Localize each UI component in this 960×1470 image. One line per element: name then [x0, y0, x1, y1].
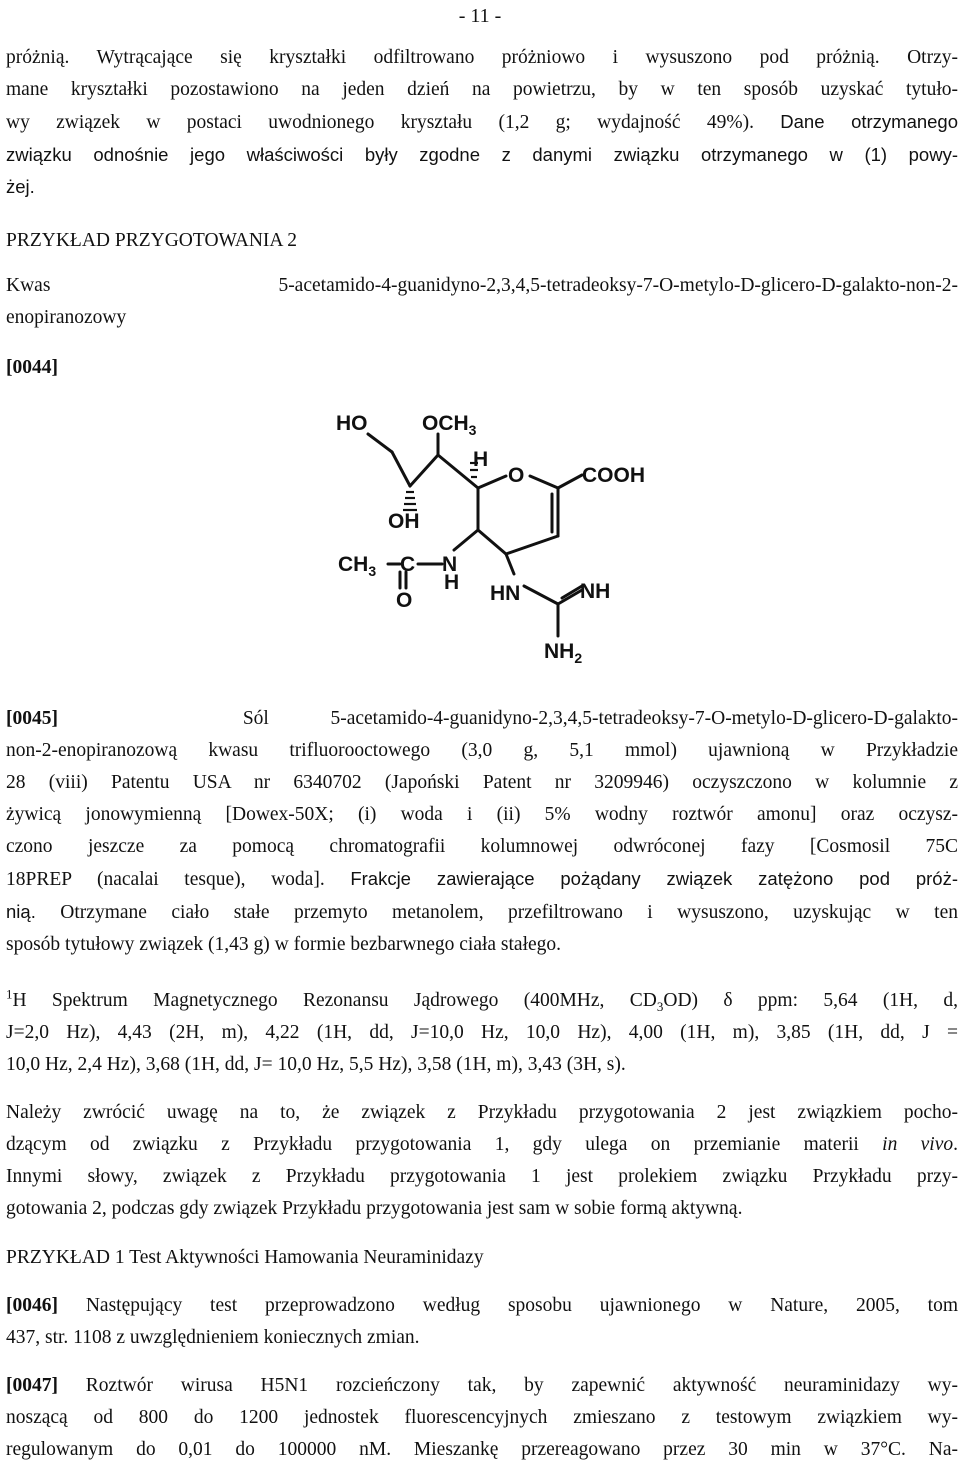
label-oh: OH	[388, 510, 420, 533]
para-line: czono jeszcze za pomocą chromatografii kolumnowej odwróconej fazy [Cosmosil 75C	[6, 836, 958, 857]
para-line: regulowanym do 0,01 do 100000 nM. Mieszankę przereagowano przez 30 min w 37°C. Na-	[6, 1439, 958, 1460]
para-line: sposób tytułowy związek (1,43 g) w formie bezbarwnego ciała stałego.	[6, 934, 562, 955]
label-n: N	[442, 553, 458, 576]
para-0044	[6, 352, 958, 384]
page-number: - 11 -	[458, 5, 502, 27]
nmr-sub: 3	[656, 998, 664, 1014]
nmr-text: H Spektrum Magnetycznego Rezonansu Jądrowego (400MHz, CD	[12, 990, 657, 1011]
para-line-sans: Frakcje zawierające pożądany związek zatężono pod próż-	[350, 868, 959, 889]
heading-prep2: PRZYKŁAD PRZYGOTOWANIA 2	[6, 230, 298, 251]
compound-name	[6, 270, 958, 334]
para-line: 28 (viii) Patentu USA nr 6340702 (Japoński Patent nr 3209946) oczyszczono w kolumnie z	[6, 772, 958, 793]
para-line	[6, 863, 958, 896]
stereo-hashes	[403, 463, 478, 510]
label-o-ring: O	[508, 464, 525, 487]
label-c: C	[400, 553, 416, 576]
para-line: 437, str. 1108 z uwzględnieniem koniecznych zmian.	[6, 1327, 420, 1348]
label-nh: NH	[580, 580, 611, 603]
note-line: Innymi słowy, związek z Przykładu przygotowania 1 jest prolekiem związku Przykładu przy-	[6, 1166, 958, 1187]
para-0046	[6, 1290, 958, 1354]
compound-name-line: Kwas 5-acetamido-4-guanidyno-2,3,4,5-tetradeoksy-7-O-metylo-D-glicero-D-galakto-non-2-	[6, 275, 958, 296]
note-line: Należy zwrócić uwagę na to, że związek z Przykładu przygotowania 2 jest związkiem pocho-	[6, 1102, 958, 1123]
para-line	[6, 896, 958, 929]
para-line: żywicą jonowymienną [Dowex-50X; (i) woda i (ii) 5% wodny roztwór amonu] oraz oczysz-	[6, 804, 958, 825]
label-och3: $OCH_3$	[422, 412, 477, 438]
para-line	[6, 703, 958, 735]
note-line	[6, 1129, 958, 1161]
label-h-top: H	[473, 448, 489, 471]
label-n-h: H	[444, 571, 460, 594]
nmr-line: 10,0 Hz, 2,4 Hz), 3,68 (1H, dd, J= 10,0 Hz, 5,5 Hz), 3,58 (1H, m), 3,43 (3H, s).	[6, 1054, 626, 1075]
note-line: gotowania 2, podczas gdy związek Przykładu przygotowania jest sam w sobie formą aktywną.	[6, 1198, 743, 1219]
intro-line-part: wy związek w postaci uwodnionego kryształu (1,2 g; wydajność 49%).	[6, 112, 754, 133]
intro-line: żej.	[6, 176, 35, 197]
intro-line: próżnią. Wytrącające się kryształki odfiltrowano próżniowo i wysuszono pod próżnią. Otrzy-	[6, 47, 958, 68]
para-line-text: Następujący test przeprowadzono według sposobu ujawnionego w Nature, 2005, tom	[85, 1295, 959, 1316]
nmr-sup: 1	[6, 986, 13, 1002]
label-cooh: COOH	[582, 464, 645, 487]
intro-line-sans: Dane otrzymanego	[780, 111, 959, 132]
para-line	[6, 1290, 958, 1322]
heading-ex1: PRZYKŁAD 1 Test Aktywności Hamowania Neuraminidazy	[6, 1247, 484, 1268]
intro-line: mane kryształki pozostawiono na jeden dzień na powietrzu, by w ten sposób uzyskać tytuło-	[6, 79, 958, 100]
intro-paragraph	[6, 42, 958, 203]
nmr-line: J=2,0 Hz), 4,43 (2H, m), 4,22 (1H, dd, J=10,0 Hz, 10,0 Hz), 4,00 (1H, m), 3,85 (1H, dd, J =	[6, 1022, 958, 1043]
para-line-text: Otrzymane ciało stałe przemyto metanolem, przefiltrowano i wysuszono, uzyskując w ten	[60, 902, 958, 923]
para-line	[6, 1370, 958, 1402]
compound-name-line: enopiranozowy	[6, 307, 127, 328]
para-ref: [0046]	[6, 1295, 58, 1316]
para-line-text: 18PREP (nacalai tesque), woda].	[6, 869, 325, 890]
para-line-text: Roztwór wirusa H5N1 rozcieńczony tak, by zapewnić aktywność neuraminidazy wy-	[85, 1375, 959, 1396]
para-ref: [0047]	[6, 1375, 58, 1396]
para-0047	[6, 1370, 958, 1466]
label-nh2: $NH_2$	[544, 640, 583, 666]
para-line: noszącą od 800 do 1200 jednostek fluorescencyjnych zmieszano z testowym związkiem wy-	[6, 1407, 958, 1428]
note-italic: in vivo	[882, 1134, 954, 1155]
label-o-carbonyl: O	[396, 589, 413, 612]
nmr-paragraph	[6, 985, 958, 1081]
para-ref: [0044]	[6, 357, 58, 378]
intro-line: związku odnośnie jego właściwości były zgodne z danymi związku otrzymanego w (1) powy-	[6, 144, 958, 165]
para-0045	[6, 703, 958, 961]
note-text: dzącym od związku z Przykładu przygotowania 1, gdy ulega on przemianie materii	[6, 1134, 859, 1155]
para-line-sans: nią.	[6, 901, 36, 922]
para-line: non-2-enopiranozową kwasu trifluorooctowego (3,0 g, 5,1 mmol) ujawnioną w Przykładzie	[6, 740, 958, 761]
nmr-text: OD) δ ppm: 5,64 (1H, d,	[663, 990, 958, 1011]
nmr-line	[6, 985, 958, 1017]
note-paragraph	[6, 1097, 958, 1225]
para-line-text: Sól 5-acetamido-4-guanidyno-2,3,4,5-tetradeoksy-7-O-metylo-D-glicero-D-galakto-	[242, 708, 959, 729]
chemical-structure	[330, 400, 660, 670]
intro-line	[6, 106, 958, 139]
label-ho: HO	[336, 412, 368, 435]
label-hn: HN	[490, 582, 521, 605]
label-ch3: $CH_3$	[338, 553, 377, 579]
para-ref: [0045]	[6, 708, 58, 729]
note-text: .	[953, 1134, 959, 1155]
